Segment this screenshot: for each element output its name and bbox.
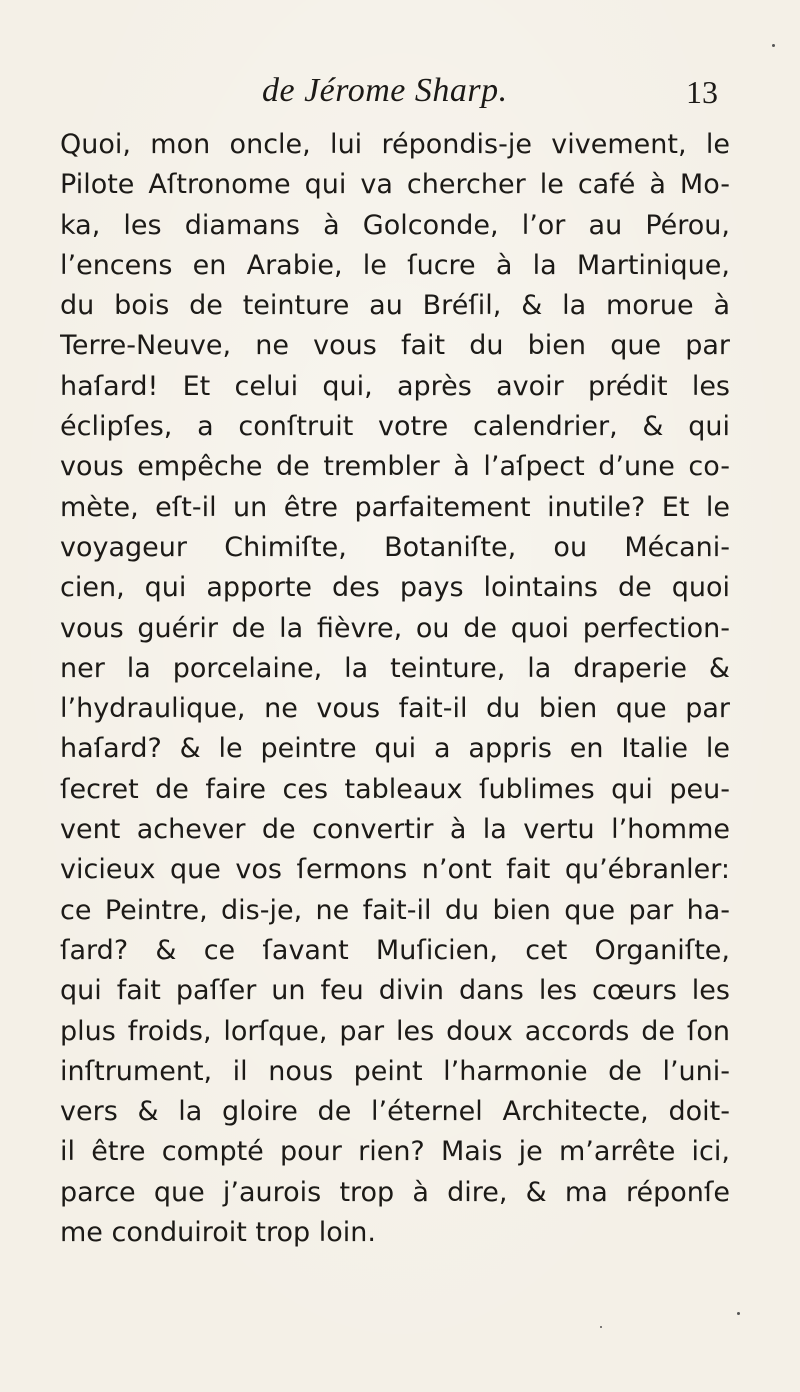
text-line: l’encens en Arabie, le ſucre à la Martinique, — [60, 249, 730, 281]
text-line: ſecret de faire ces tableaux ſublimes qui peu- — [60, 773, 730, 805]
text-line: Quoi, mon oncle, lui répondis-je vivement, le — [60, 129, 730, 160]
text-line: ka, les diamans à Golconde, l’or au Pérou, — [60, 209, 730, 241]
text-line: Terre-Neuve, ne vous fait du bien que par — [60, 330, 730, 362]
text-line: ce Peintre, dis-je, ne fait-il du bien que par ha- — [60, 894, 730, 926]
text-line: vous empêche de trembler à l’aſpect d’une co- — [60, 451, 730, 483]
text-line: inſtrument, il nous peint l’harmonie de l’uni- — [60, 1055, 730, 1087]
text-line: vers & la gloire de l’éternel Architecte, doit- — [60, 1096, 730, 1128]
text-line: ner la porcelaine, la teinture, la draperie & — [60, 652, 730, 684]
text-line: du bois de teinture au Bréſil, & la morue à — [60, 290, 730, 322]
text-line: qui fait paſſer un feu divin dans les cœurs les — [60, 975, 730, 1007]
running-title: de Jérome Sharp. — [262, 72, 508, 109]
text-line: haſard? & le peintre qui a appris en Italie le — [60, 733, 730, 765]
paper-speck — [600, 1326, 602, 1328]
text-line: il être compté pour rien? Mais je m’arrête ici, — [60, 1136, 730, 1168]
paper-speck — [737, 1312, 740, 1315]
text-line: ſard? & ce ſavant Muſicien, cet Organiſte, — [60, 934, 730, 966]
text-line-last: me conduiroit trop loin. — [60, 1217, 376, 1249]
text-line: vous guérir de la fièvre, ou de quoi perfection- — [60, 612, 730, 644]
body-paragraph — [60, 125, 730, 1253]
text-line: parce que j’aurois trop à dire, & ma réponſe — [60, 1176, 730, 1208]
text-line: mète, eſt-il un être parfaitement inutile? Et le — [60, 491, 730, 523]
text-line: Pilote Aſtronome qui va chercher le café à Mo- — [60, 169, 730, 201]
text-line: éclipſes, a conſtruit votre calendrier, & qui — [60, 411, 730, 443]
text-line: vent achever de convertir à la vertu l’homme — [60, 814, 730, 846]
text-line: l’hydraulique, ne vous fait-il du bien que par — [60, 693, 730, 725]
page-number: 13 — [686, 74, 718, 110]
text-line: voyageur Chimiſte, Botaniſte, ou Mécani- — [60, 531, 730, 563]
text-line: cien, qui apporte des pays lointains de quoi — [60, 572, 730, 604]
running-head — [0, 72, 800, 122]
text-line: haſard! Et celui qui, après avoir prédit les — [60, 370, 730, 402]
paper-speck — [772, 44, 775, 47]
text-line: vicieux que vos ſermons n’ont fait qu’ébranler: — [60, 854, 730, 886]
text-line: plus froids, lorſque, par les doux accords de ſon — [60, 1015, 730, 1047]
